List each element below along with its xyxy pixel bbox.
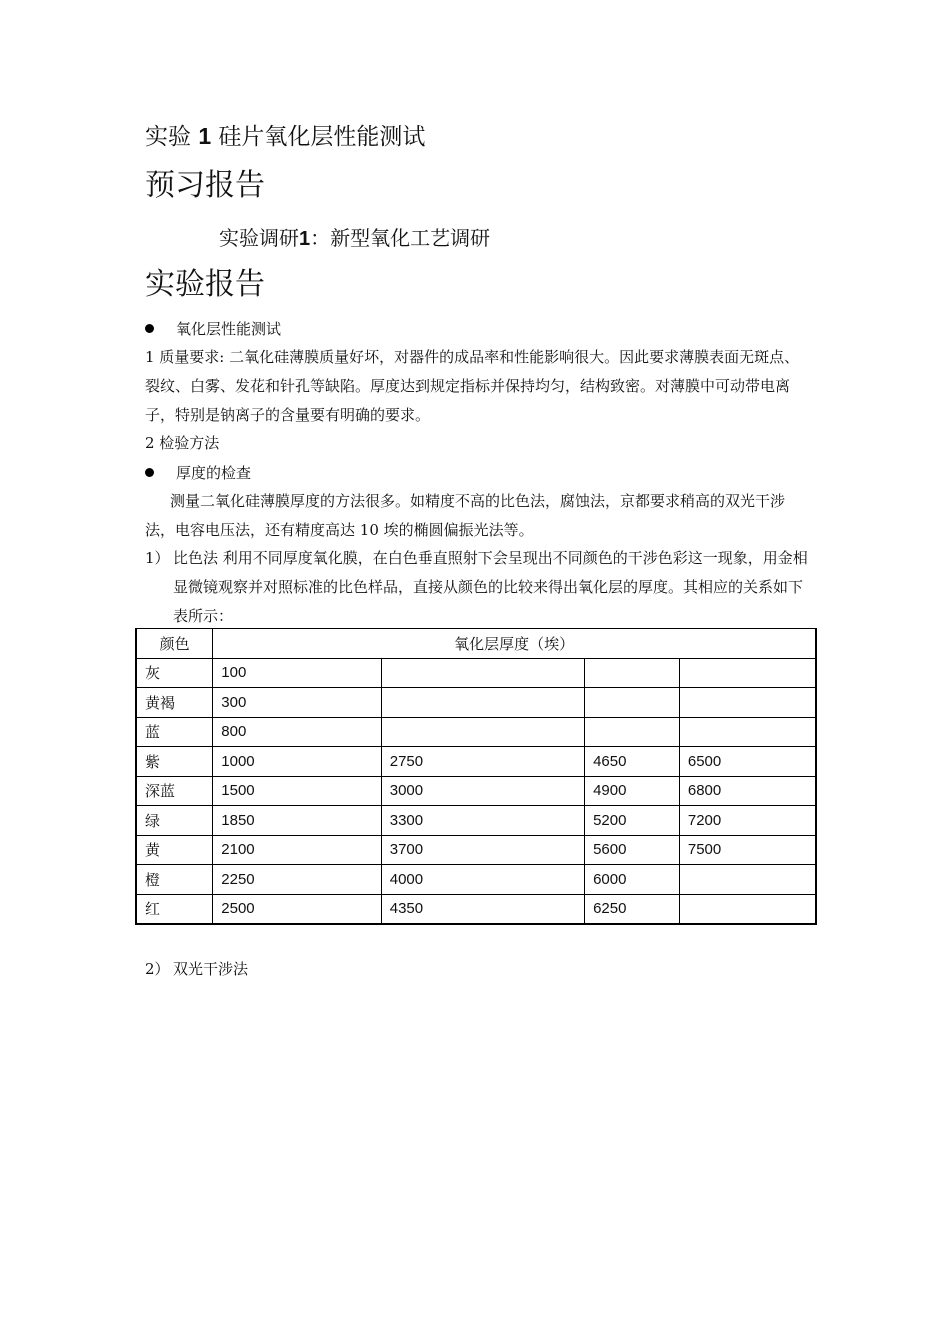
table-cell-thickness: 2250 (213, 865, 381, 895)
table-cell-thickness: 4900 (585, 776, 680, 806)
table-cell-thickness: 3000 (381, 776, 584, 806)
table-cell-thickness: 1850 (213, 806, 381, 836)
experiment-report-heading: 实验报告 (145, 267, 265, 302)
table-cell-thickness: 5200 (585, 806, 680, 836)
table-cell-thickness: 3700 (381, 835, 584, 865)
table-cell-thickness (679, 894, 816, 924)
bullet-oxide-test (145, 318, 281, 339)
quality-paragraph: 1 质量要求: 二氧化硅薄膜质量好坏，对器件的成品率和性能影响很大。因此要求薄膜表面无斑点、裂纹、白雾、发花和针孔等缺陷。厚度达到规定指标并保持均匀，结构致密。对薄膜中可动带电离子，特别是钠离子的含量要有明确的要求。 (145, 348, 800, 424)
table-cell-color: 蓝 (136, 717, 213, 747)
table-cell-thickness (679, 717, 816, 747)
survey-prefix: 实验调研 (219, 226, 299, 250)
table-cell-thickness: 2750 (381, 747, 584, 777)
table-row (136, 688, 816, 718)
bullet-icon (145, 324, 154, 333)
preview-report-heading: 预习报告 (145, 168, 265, 203)
table-cell-thickness: 7500 (679, 835, 816, 865)
table-cell-color: 橙 (136, 865, 213, 895)
table-row (136, 747, 816, 777)
table-cell-thickness: 4350 (381, 894, 584, 924)
thickness-paragraph: 测量二氧化硅薄膜厚度的方法很多。如精度不高的比色法，腐蚀法，京都要求稍高的双光干涉法，电容电压法，还有精度高达 10 埃的椭圆偏振光法等。 (145, 492, 786, 539)
table-cell-thickness (679, 658, 816, 688)
table-cell-color: 灰 (136, 658, 213, 688)
table-cell-thickness (381, 658, 584, 688)
bullet-icon (145, 468, 154, 477)
table-cell-thickness (381, 688, 584, 718)
table-row (136, 658, 816, 688)
table-cell-thickness: 2500 (213, 894, 381, 924)
header-thickness: 氧化层厚度（埃） (213, 629, 816, 659)
header-color: 颜色 (136, 629, 213, 659)
table-cell-thickness: 6500 (679, 747, 816, 777)
table-row (136, 865, 816, 895)
bullet-oxide-test-text: 氧化层性能测试 (176, 320, 282, 338)
table-cell-color: 黄褐 (136, 688, 213, 718)
table-cell-thickness (679, 865, 816, 895)
table-cell-thickness: 5600 (585, 835, 680, 865)
table-header-row (136, 629, 816, 659)
table-cell-color: 红 (136, 894, 213, 924)
test-method-heading: 2 检验方法 (145, 434, 220, 452)
table-body (136, 658, 816, 924)
survey-title: ：新型氧化工艺调研 (310, 226, 491, 250)
item1-label: 1） (145, 549, 170, 567)
oxide-thickness-table (135, 628, 817, 925)
item1-paragraph: 比色法 利用不同厚度氧化膜，在白色垂直照射下会呈现出不同颜色的干涉色彩这一现象，用金相显微镜观察并对照标准的比色样品，直接从颜色的比较来得出氧化层的厚度。其相应的关系如下表所示： (173, 549, 808, 625)
survey-heading (219, 222, 490, 251)
table-cell-thickness: 6800 (679, 776, 816, 806)
table-cell-thickness: 4000 (381, 865, 584, 895)
table-cell-thickness (381, 717, 584, 747)
survey-number: 1 (299, 228, 311, 250)
table-cell-thickness: 4650 (585, 747, 680, 777)
table-cell-thickness: 100 (213, 658, 381, 688)
table-cell-thickness: 1500 (213, 776, 381, 806)
item2-text: 双光干涉法 (173, 960, 249, 978)
table-cell-color: 绿 (136, 806, 213, 836)
table-cell-color: 黄 (136, 835, 213, 865)
experiment-prefix: 实验 (145, 124, 191, 150)
table-cell-thickness: 800 (213, 717, 381, 747)
table-cell-thickness: 1000 (213, 747, 381, 777)
table-cell-thickness (585, 717, 680, 747)
table-cell-thickness: 6000 (585, 865, 680, 895)
experiment-title-text: 硅片氧化层性能测试 (218, 124, 426, 150)
table-cell-thickness: 3300 (381, 806, 584, 836)
table-cell-thickness: 2100 (213, 835, 381, 865)
item2-label: 2） (145, 960, 170, 978)
table-cell-color: 紫 (136, 747, 213, 777)
table-cell-color: 深蓝 (136, 776, 213, 806)
table-cell-thickness (679, 688, 816, 718)
table-cell-thickness: 300 (213, 688, 381, 718)
table-cell-thickness: 7200 (679, 806, 816, 836)
table-row (136, 894, 816, 924)
experiment-title (145, 118, 425, 151)
table-row (136, 835, 816, 865)
bullet-thickness-check (145, 462, 251, 483)
table-row (136, 717, 816, 747)
table-row (136, 776, 816, 806)
experiment-number: 1 (198, 123, 212, 149)
bullet-thickness-text: 厚度的检查 (176, 464, 252, 482)
table-row (136, 806, 816, 836)
table-cell-thickness (585, 688, 680, 718)
table-cell-thickness: 6250 (585, 894, 680, 924)
table-cell-thickness (585, 658, 680, 688)
